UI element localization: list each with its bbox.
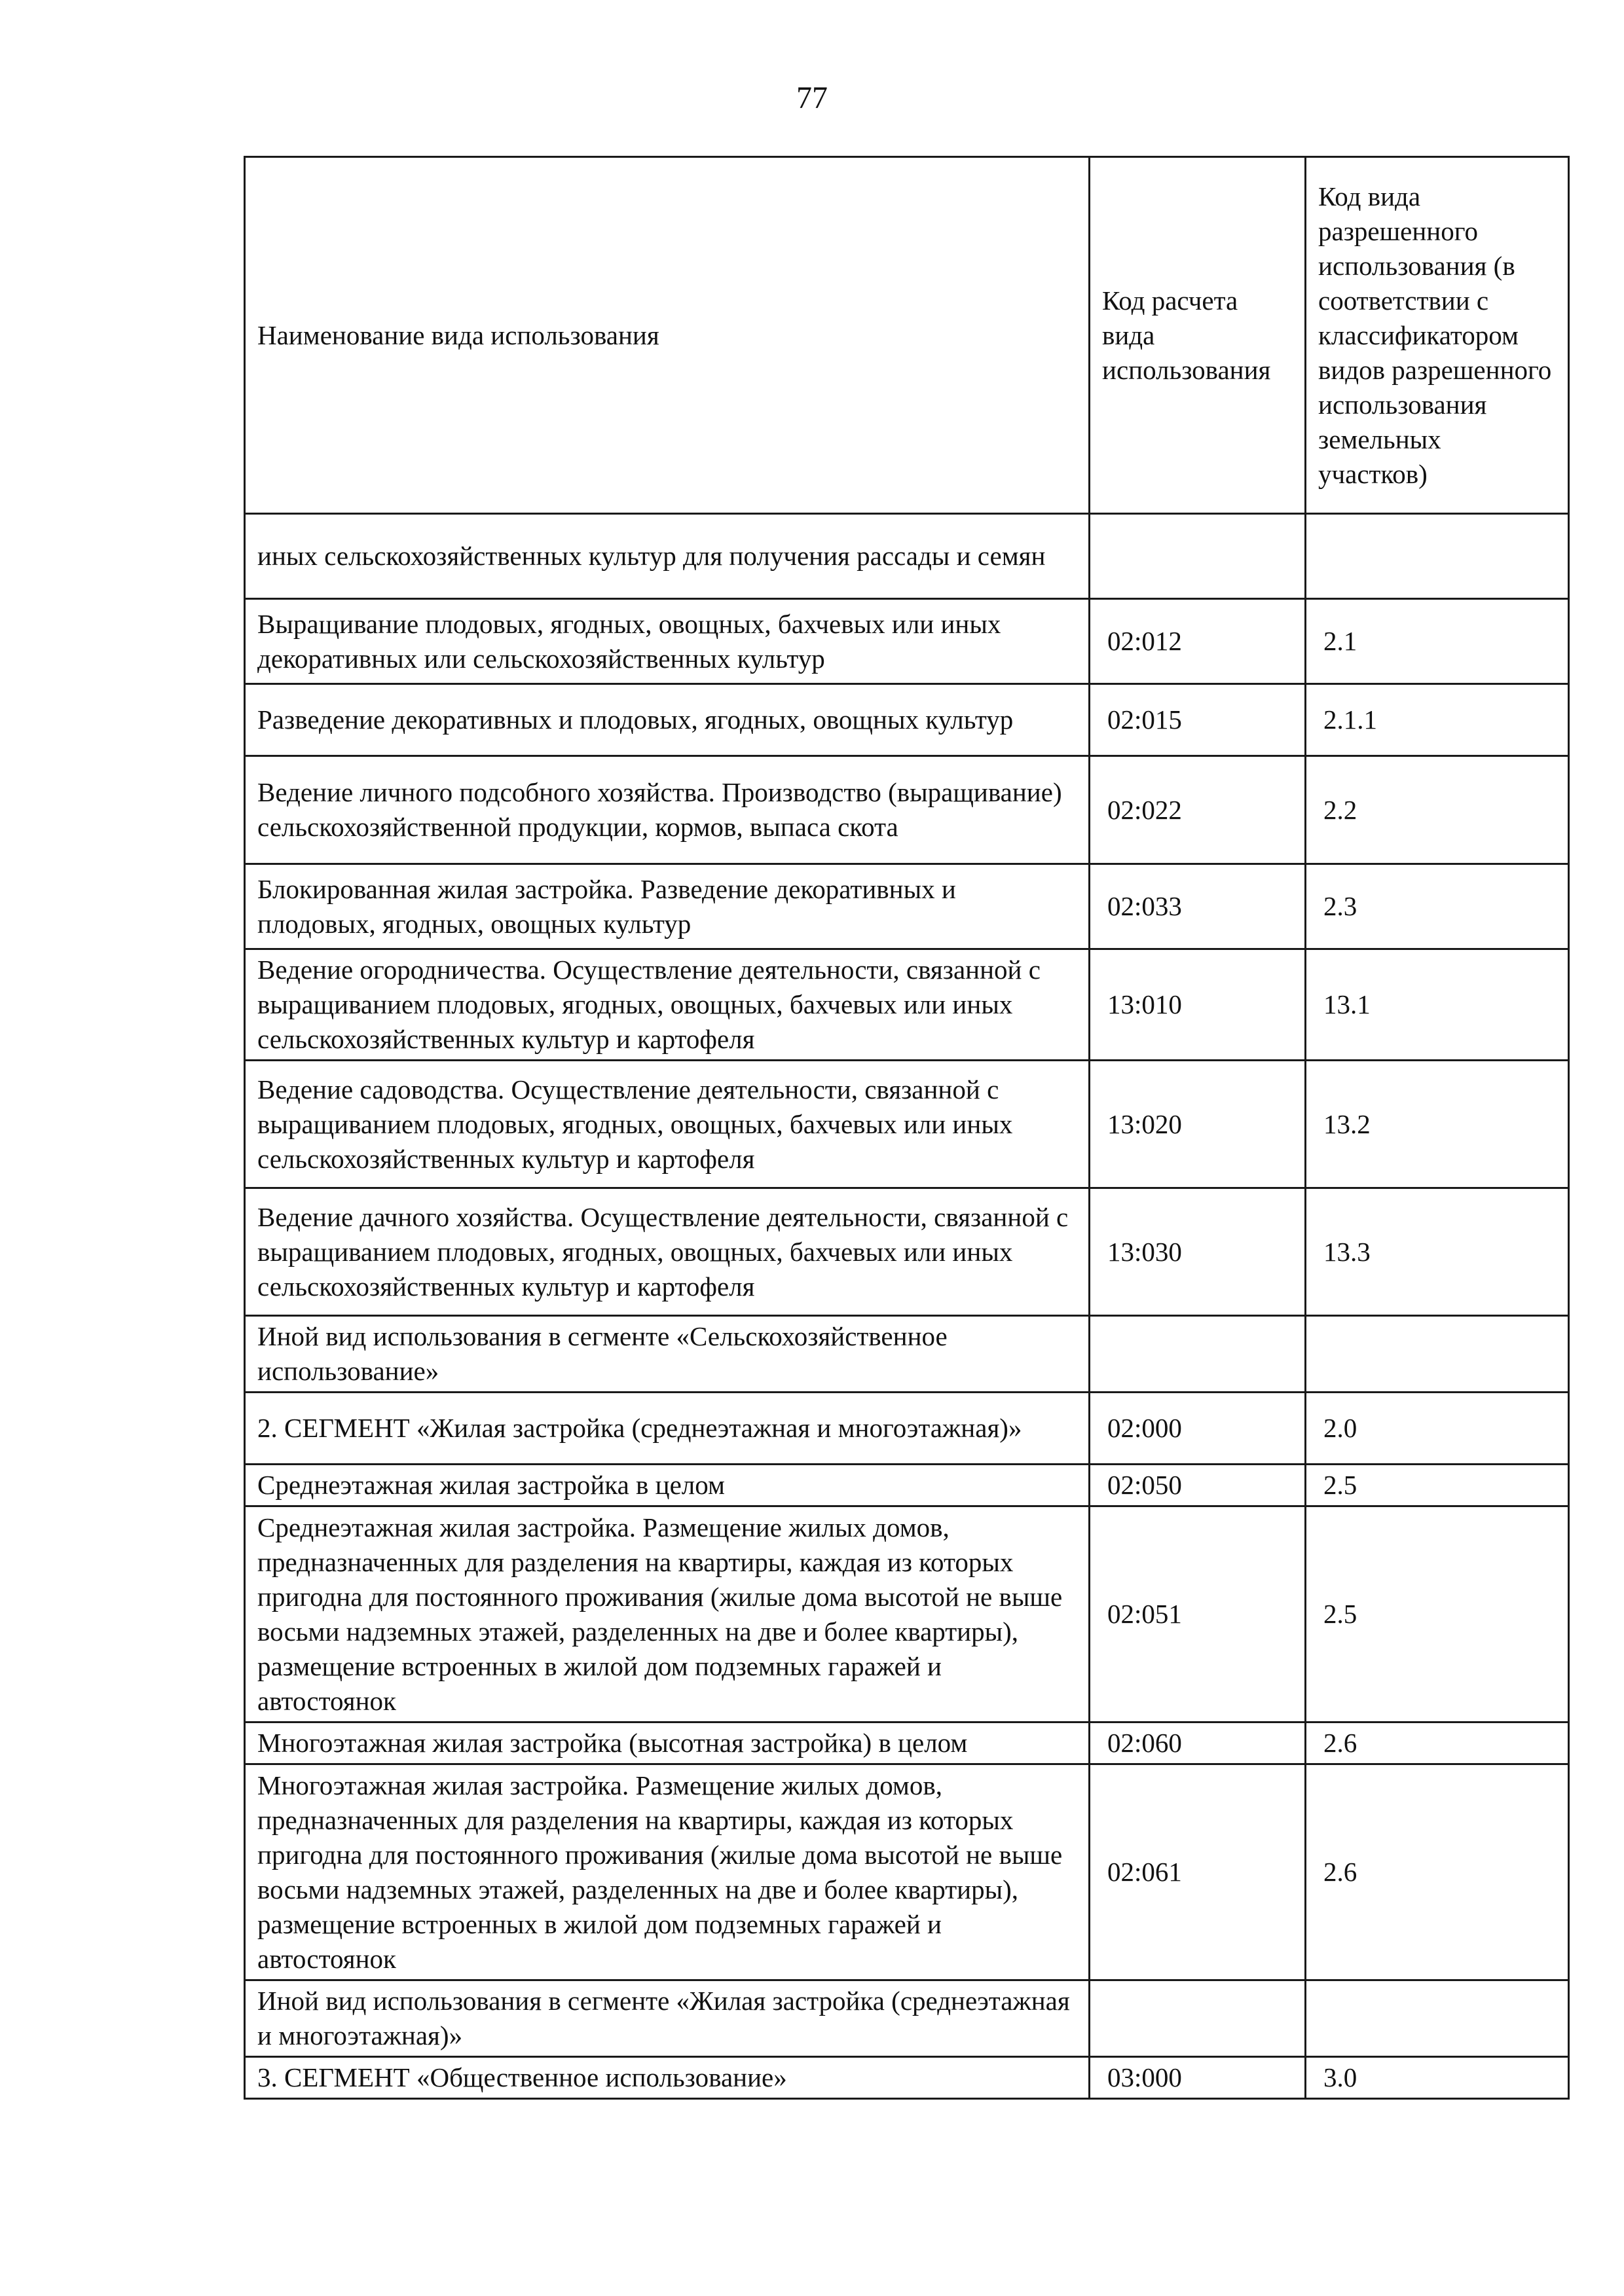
page-number: 77 <box>796 81 828 115</box>
row-classifier-code: 2.1.1 <box>1306 684 1569 756</box>
header-calc-code: Код расчета вида использования <box>1090 157 1306 514</box>
row-calc-code <box>1090 514 1306 599</box>
row-calc-code <box>1090 1316 1306 1393</box>
table-row <box>245 514 1569 599</box>
row-name: 3. СЕГМЕНТ «Общественное использование» <box>245 2057 1090 2099</box>
row-name: Ведение садоводства. Осуществление деятельности, связанной с выращиванием плодовых, ягодных, овощных, бахчевых или иных сельскохозяйственных культур и картофеля <box>245 1061 1090 1188</box>
header-classifier-code: Код вида разрешенного использования (в соответствии с классификатором видов разрешенного использования земельных участков) <box>1306 157 1569 514</box>
row-classifier-code: 2.1 <box>1306 599 1569 684</box>
row-name: Разведение декоративных и плодовых, ягодных, овощных культур <box>245 684 1090 756</box>
row-name: Многоэтажная жилая застройка. Размещение жилых домов, предназначенных для разделения на квартиры, каждая из которых пригодна для постоянного проживания (жилые дома высотой не выше восьми надземных этажей, разделенных на две и более квартиры), размещение встроенных в жилой дом подземных гаражей и автостоянок <box>245 1764 1090 1980</box>
table-row <box>245 1465 1569 1506</box>
row-name: Многоэтажная жилая застройка (высотная застройка) в целом <box>245 1722 1090 1764</box>
row-classifier-code: 2.6 <box>1306 1764 1569 1980</box>
row-calc-code: 02:000 <box>1090 1393 1306 1465</box>
row-classifier-code <box>1306 514 1569 599</box>
row-calc-code: 02:012 <box>1090 599 1306 684</box>
row-classifier-code: 2.2 <box>1306 756 1569 864</box>
table-row <box>245 684 1569 756</box>
table-row <box>245 864 1569 949</box>
table-row <box>245 1061 1569 1188</box>
row-name: Ведение личного подсобного хозяйства. Производство (выращивание) сельскохозяйственной продукции, кормов, выпаса скота <box>245 756 1090 864</box>
row-calc-code: 02:050 <box>1090 1465 1306 1506</box>
table-row <box>245 1188 1569 1316</box>
row-calc-code: 13:030 <box>1090 1188 1306 1316</box>
table-row <box>245 2057 1569 2099</box>
row-classifier-code: 3.0 <box>1306 2057 1569 2099</box>
row-calc-code: 13:020 <box>1090 1061 1306 1188</box>
row-calc-code: 02:061 <box>1090 1764 1306 1980</box>
row-name: Иной вид использования в сегменте «Жилая застройка (среднеэтажная и многоэтажная)» <box>245 1980 1090 2057</box>
table-row <box>245 599 1569 684</box>
row-name: Среднеэтажная жилая застройка в целом <box>245 1465 1090 1506</box>
row-calc-code: 03:000 <box>1090 2057 1306 2099</box>
table-row <box>245 1764 1569 1980</box>
row-calc-code: 02:015 <box>1090 684 1306 756</box>
table-row <box>245 1980 1569 2057</box>
row-name: Ведение дачного хозяйства. Осуществление деятельности, связанной с выращиванием плодовых, ягодных, овощных, бахчевых или иных сельскохозяйственных культур и картофеля <box>245 1188 1090 1316</box>
table-row <box>245 949 1569 1061</box>
row-calc-code: 02:060 <box>1090 1722 1306 1764</box>
row-calc-code: 02:051 <box>1090 1506 1306 1722</box>
row-name: Иной вид использования в сегменте «Сельскохозяйственное использование» <box>245 1316 1090 1393</box>
row-classifier-code: 13.1 <box>1306 949 1569 1061</box>
row-classifier-code: 2.6 <box>1306 1722 1569 1764</box>
row-name: Ведение огородничества. Осуществление деятельности, связанной с выращиванием плодовых, ягодных, овощных, бахчевых или иных сельскохозяйственных культур и картофеля <box>245 949 1090 1061</box>
row-classifier-code: 13.3 <box>1306 1188 1569 1316</box>
row-calc-code: 02:022 <box>1090 756 1306 864</box>
row-name: 2. СЕГМЕНТ «Жилая застройка (среднеэтажная и многоэтажная)» <box>245 1393 1090 1465</box>
table-row <box>245 756 1569 864</box>
row-name: Блокированная жилая застройка. Разведение декоративных и плодовых, ягодных, овощных культур <box>245 864 1090 949</box>
row-classifier-code: 2.0 <box>1306 1393 1569 1465</box>
row-name: Среднеэтажная жилая застройка. Размещение жилых домов, предназначенных для разделения на квартиры, каждая из которых пригодна для постоянного проживания (жилые дома высотой не выше восьми надземных этажей, разделенных на две и более квартиры), размещение встроенных в жилой дом подземных гаражей и автостоянок <box>245 1506 1090 1722</box>
header-name: Наименование вида использования <box>245 157 1090 514</box>
row-classifier-code: 13.2 <box>1306 1061 1569 1188</box>
table-row <box>245 1316 1569 1393</box>
row-classifier-code: 2.5 <box>1306 1506 1569 1722</box>
row-classifier-code <box>1306 1980 1569 2057</box>
row-calc-code: 13:010 <box>1090 949 1306 1061</box>
row-classifier-code <box>1306 1316 1569 1393</box>
table-row <box>245 1393 1569 1465</box>
table-row <box>245 1506 1569 1722</box>
table-header-row <box>245 157 1569 514</box>
row-calc-code: 02:033 <box>1090 864 1306 949</box>
row-name: Выращивание плодовых, ягодных, овощных, бахчевых или иных декоративных или сельскохозяйственных культур <box>245 599 1090 684</box>
table-row <box>245 1722 1569 1764</box>
row-calc-code <box>1090 1980 1306 2057</box>
row-name: иных сельскохозяйственных культур для получения рассады и семян <box>245 514 1090 599</box>
row-classifier-code: 2.3 <box>1306 864 1569 949</box>
row-classifier-code: 2.5 <box>1306 1465 1569 1506</box>
land-use-table <box>244 156 1570 2100</box>
